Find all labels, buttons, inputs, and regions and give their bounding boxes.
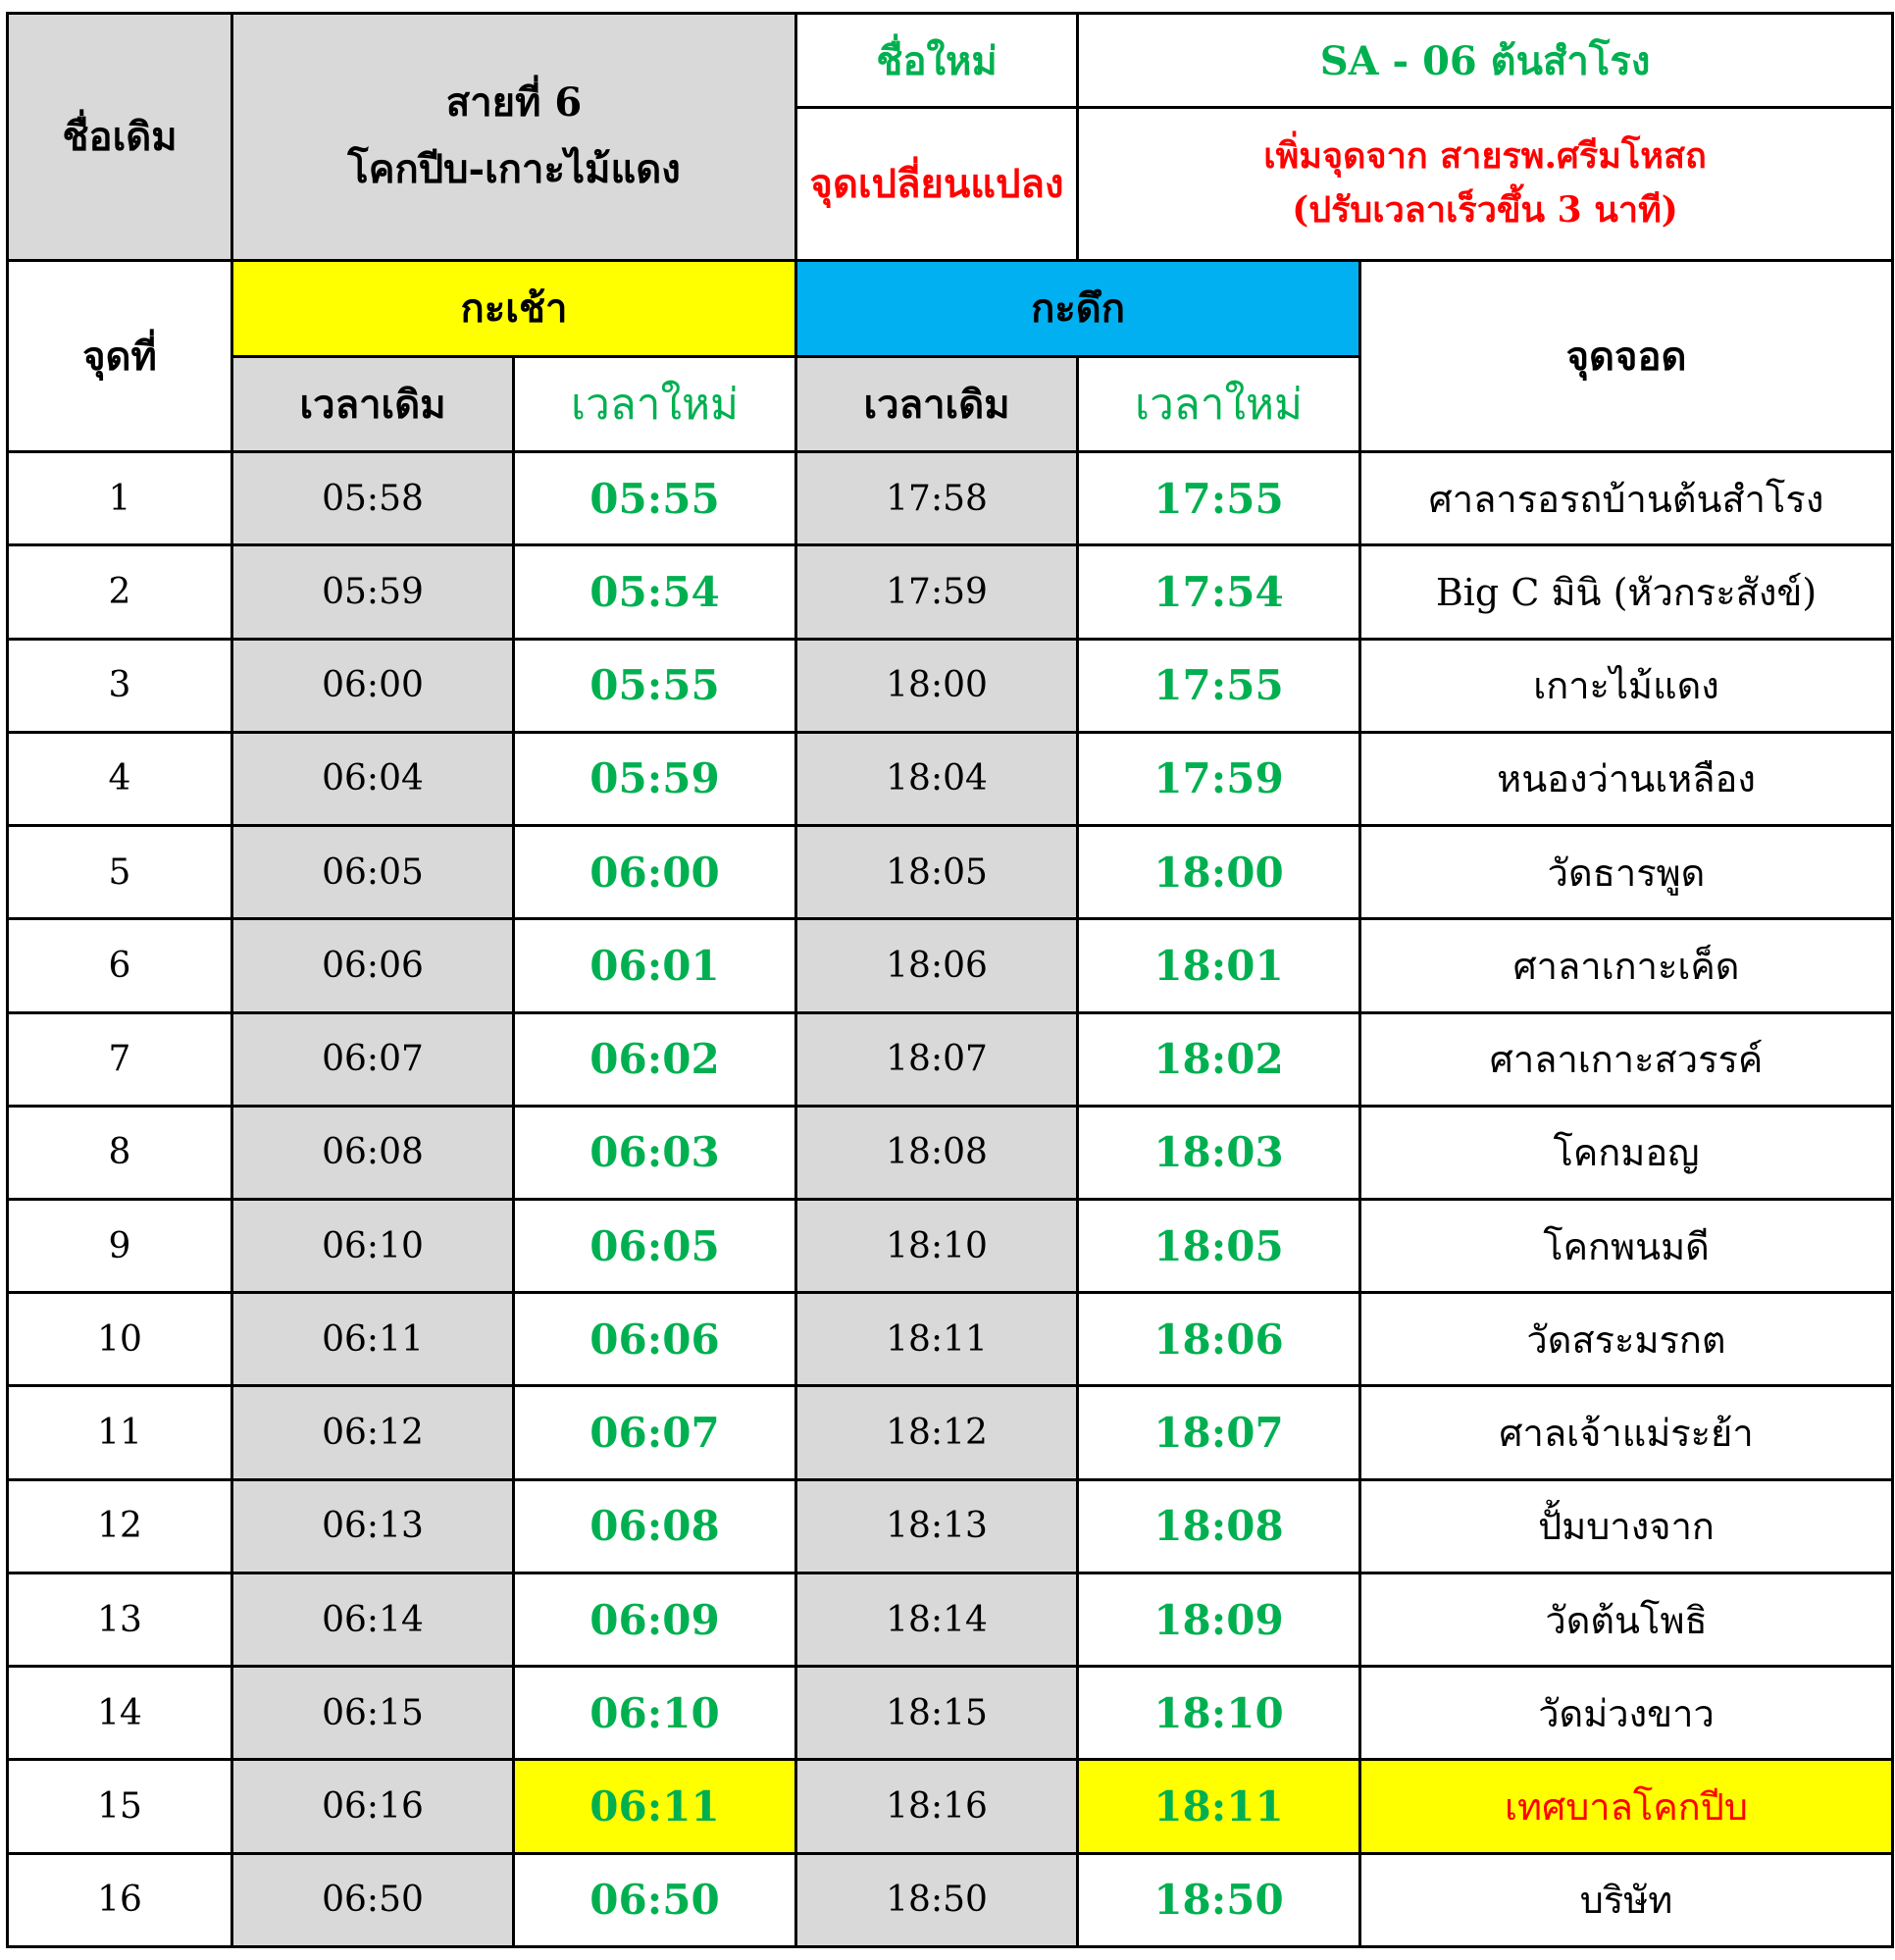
morning-new-time: 05:55: [514, 639, 796, 732]
night-new-time: 18:50: [1078, 1853, 1360, 1946]
stop-number: 8: [8, 1106, 232, 1199]
morning-old-time: 06:08: [232, 1106, 514, 1199]
stop-number: 16: [8, 1853, 232, 1946]
night-new-time: 18:00: [1078, 826, 1360, 919]
stop-name: ศาลาเกาะสวรรค์: [1360, 1012, 1893, 1106]
table-row: [8, 1199, 1893, 1292]
night-new-time: 18:02: [1078, 1012, 1360, 1106]
morning-new-time: 06:02: [514, 1012, 796, 1106]
night-old-time: 18:12: [796, 1386, 1078, 1479]
morning-old-time: 06:13: [232, 1479, 514, 1573]
table-row: [8, 1853, 1893, 1946]
stop-name: โคกพนมดี: [1360, 1199, 1893, 1292]
morning-new-time-header: เวลาใหม่: [514, 356, 796, 451]
old-name-label: ชื่อเดิม: [8, 14, 232, 261]
morning-old-time: 06:00: [232, 639, 514, 732]
stop-number: 11: [8, 1386, 232, 1479]
morning-old-time-header: เวลาเดิม: [232, 356, 514, 451]
morning-old-time: 06:11: [232, 1293, 514, 1386]
route-line-2: โคกปีบ-เกาะไม้แดง: [347, 146, 681, 193]
stop-name: บริษัท: [1360, 1853, 1893, 1946]
morning-old-time: 06:50: [232, 1853, 514, 1946]
stop-number: 15: [8, 1760, 232, 1853]
night-shift-header: กะดึก: [796, 260, 1360, 356]
table-row: [8, 1760, 1893, 1853]
route-line-1: สายที่ 6: [445, 79, 583, 127]
morning-new-time: 06:01: [514, 919, 796, 1012]
morning-old-time: 06:16: [232, 1760, 514, 1853]
stop-name: วัดม่วงขาว: [1360, 1667, 1893, 1760]
morning-new-time: 06:03: [514, 1106, 796, 1199]
morning-new-time: 06:05: [514, 1199, 796, 1292]
morning-new-time: 05:54: [514, 545, 796, 639]
night-new-time: 18:10: [1078, 1667, 1360, 1760]
stop-name: วัดต้นโพธิ: [1360, 1573, 1893, 1666]
stop-name: ศาลาเกาะเค็ด: [1360, 919, 1893, 1012]
table-row: [8, 545, 1893, 639]
morning-old-time: 06:12: [232, 1386, 514, 1479]
night-new-time: 18:06: [1078, 1293, 1360, 1386]
night-new-time: 18:09: [1078, 1573, 1360, 1666]
stop-name: ศาลารอรถบ้านต้นสำโรง: [1360, 452, 1893, 545]
night-old-time: 18:00: [796, 639, 1078, 732]
night-new-time: 18:08: [1078, 1479, 1360, 1573]
route-title: [232, 14, 796, 261]
new-name-value: SA - 06 ต้นสำโรง: [1078, 14, 1893, 108]
morning-new-time: 05:59: [514, 732, 796, 825]
morning-old-time: 06:07: [232, 1012, 514, 1106]
table-row: [8, 1293, 1893, 1386]
table-row: [8, 1386, 1893, 1479]
change-note-line-2: (ปรับเวลาเร็วขึ้น 3 นาที): [1292, 189, 1678, 232]
morning-old-time: 06:04: [232, 732, 514, 825]
morning-new-time: 06:08: [514, 1479, 796, 1573]
change-label: จุดเปลี่ยนแปลง: [796, 108, 1078, 260]
stop-name: เกาะไม้แดง: [1360, 639, 1893, 732]
table-row: [8, 639, 1893, 732]
change-note-line-1: เพิ่มจุดจาก สายรพ.ศรีมโหสถ: [1263, 134, 1707, 177]
table-row: [8, 1573, 1893, 1666]
stop-no-header: จุดที่: [8, 260, 232, 451]
stop-number: 1: [8, 452, 232, 545]
stop-name: Big C มินิ (หัวกระสังข์): [1360, 545, 1893, 639]
stop-name: วัดสระมรกต: [1360, 1293, 1893, 1386]
morning-new-time: 06:07: [514, 1386, 796, 1479]
stop-number: 5: [8, 826, 232, 919]
stop-name-header: จุดจอด: [1360, 260, 1893, 451]
morning-old-time: 05:59: [232, 545, 514, 639]
morning-old-time: 06:15: [232, 1667, 514, 1760]
night-old-time: 18:13: [796, 1479, 1078, 1573]
night-new-time: 18:11: [1078, 1760, 1360, 1853]
morning-old-time: 06:05: [232, 826, 514, 919]
night-new-time: 18:03: [1078, 1106, 1360, 1199]
night-old-time: 18:15: [796, 1667, 1078, 1760]
stop-number: 12: [8, 1479, 232, 1573]
night-old-time: 18:10: [796, 1199, 1078, 1292]
header-row-1: [8, 14, 1893, 108]
table-row: [8, 452, 1893, 545]
night-new-time: 18:01: [1078, 919, 1360, 1012]
night-old-time: 18:14: [796, 1573, 1078, 1666]
stop-name: เทศบาลโคกปีบ: [1360, 1760, 1893, 1853]
shift-header-row: [8, 260, 1893, 356]
schedule-table: [6, 12, 1894, 1948]
night-old-time: 17:59: [796, 545, 1078, 639]
night-new-time: 17:59: [1078, 732, 1360, 825]
morning-new-time: 06:09: [514, 1573, 796, 1666]
night-old-time-header: เวลาเดิม: [796, 356, 1078, 451]
morning-old-time: 05:58: [232, 452, 514, 545]
stop-name: วัดธารพูด: [1360, 826, 1893, 919]
night-new-time: 17:55: [1078, 452, 1360, 545]
table-row: [8, 919, 1893, 1012]
table-row: [8, 1106, 1893, 1199]
table-row: [8, 1479, 1893, 1573]
night-new-time: 17:55: [1078, 639, 1360, 732]
morning-new-time: 06:00: [514, 826, 796, 919]
night-old-time: 18:06: [796, 919, 1078, 1012]
table-row: [8, 1012, 1893, 1106]
morning-new-time: 06:11: [514, 1760, 796, 1853]
stop-number: 14: [8, 1667, 232, 1760]
night-new-time: 18:07: [1078, 1386, 1360, 1479]
stop-number: 7: [8, 1012, 232, 1106]
night-new-time: 17:54: [1078, 545, 1360, 639]
night-old-time: 18:16: [796, 1760, 1078, 1853]
morning-new-time: 06:06: [514, 1293, 796, 1386]
night-old-time: 18:07: [796, 1012, 1078, 1106]
stop-number: 13: [8, 1573, 232, 1666]
morning-old-time: 06:06: [232, 919, 514, 1012]
table-row: [8, 732, 1893, 825]
stop-number: 10: [8, 1293, 232, 1386]
morning-old-time: 06:14: [232, 1573, 514, 1666]
stop-number: 2: [8, 545, 232, 639]
stop-name: ปั้มบางจาก: [1360, 1479, 1893, 1573]
stop-name: ศาลเจ้าแม่ระย้า: [1360, 1386, 1893, 1479]
night-old-time: 17:58: [796, 452, 1078, 545]
night-old-time: 18:04: [796, 732, 1078, 825]
night-new-time: 18:05: [1078, 1199, 1360, 1292]
night-old-time: 18:05: [796, 826, 1078, 919]
table-row: [8, 1667, 1893, 1760]
morning-old-time: 06:10: [232, 1199, 514, 1292]
morning-shift-header: กะเช้า: [232, 260, 796, 356]
night-old-time: 18:08: [796, 1106, 1078, 1199]
stop-name: หนองว่านเหลือง: [1360, 732, 1893, 825]
stop-number: 3: [8, 639, 232, 732]
morning-new-time: 06:50: [514, 1853, 796, 1946]
change-note: [1078, 108, 1893, 260]
morning-new-time: 05:55: [514, 452, 796, 545]
stop-name: โคกมอญ: [1360, 1106, 1893, 1199]
night-old-time: 18:11: [796, 1293, 1078, 1386]
morning-new-time: 06:10: [514, 1667, 796, 1760]
night-new-time-header: เวลาใหม่: [1078, 356, 1360, 451]
stop-number: 6: [8, 919, 232, 1012]
stop-number: 9: [8, 1199, 232, 1292]
night-old-time: 18:50: [796, 1853, 1078, 1946]
table-row: [8, 826, 1893, 919]
new-name-label: ชื่อใหม่: [796, 14, 1078, 108]
stop-number: 4: [8, 732, 232, 825]
